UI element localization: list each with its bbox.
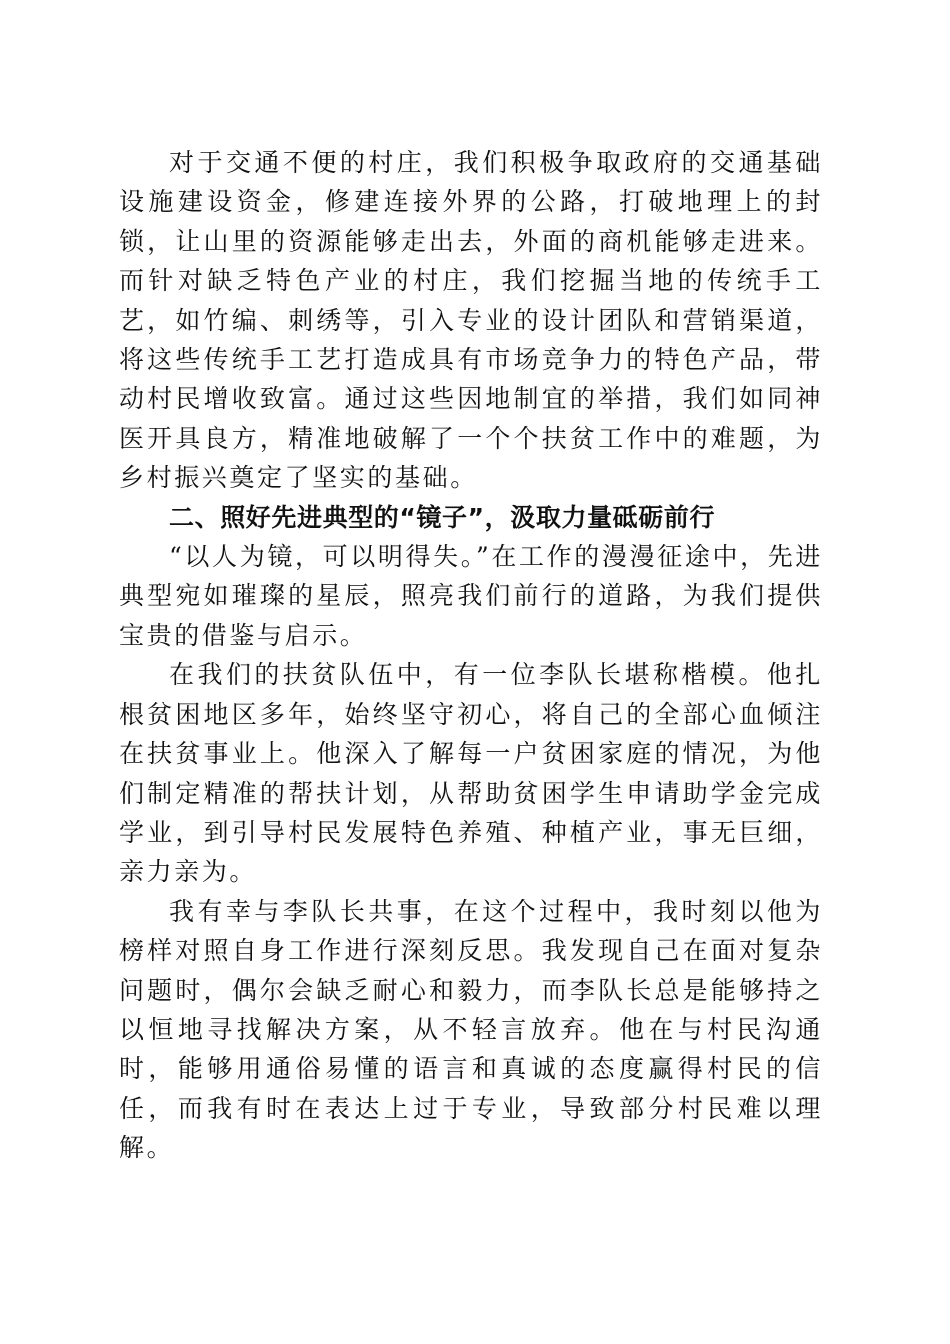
section-heading-2: 二、照好先进典型的“镜子”，汲取力量砥砺前行 [169, 502, 716, 532]
paragraph-mirror-quote: “以人为镜，可以明得失。”在工作的漫漫征途中，先进典型宛如璀璨的星辰，照亮我们前行的道路，为我们提供宝贵的借鉴与启示。 [119, 542, 823, 650]
paragraph-transport-and-industry: 对于交通不便的村庄，我们积极争取政府的交通基础设施建设资金，修建连接外界的公路，打破地理上的封锁，让山里的资源能够走出去，外面的商机能够走进来。而针对缺乏特色产业的村庄，我们挖掘当地的传统手工艺，如竹编、刺绣等，引入专业的设计团队和营销渠道，将这些传统手工艺打造成具有市场竞争力的特色产品，带动村民增收致富。通过这些因地制宜的举措，我们如同神医开具良方，精准地破解了一个个扶贫工作中的难题，为乡村振兴奠定了坚实的基础。 [119, 148, 823, 493]
document-body [119, 143, 823, 1168]
paragraph-captain-li: 在我们的扶贫队伍中，有一位李队长堪称楷模。他扎根贫困地区多年，始终坚守初心，将自己的全部心血倾注在扶贫事业上。他深入了解每一户贫困家庭的情况，为他们制定精准的帮扶计划，从帮助贫困学生申请助学金完成学业，到引导村民发展特色养殖、种植产业，事无巨细，亲力亲为。 [119, 660, 823, 887]
paragraph-self-reflection: 我有幸与李队长共事，在这个过程中，我时刻以他为榜样对照自身工作进行深刻反思。我发现自己在面对复杂问题时，偶尔会缺乏耐心和毅力，而李队长总是能够持之以恒地寻找解决方案，从不轻言放弃。他在与村民沟通时，能够用通俗易懂的语言和真诚的态度赢得村民的信任，而我有时在表达上过于专业，导致部分村民难以理解。 [119, 896, 823, 1163]
